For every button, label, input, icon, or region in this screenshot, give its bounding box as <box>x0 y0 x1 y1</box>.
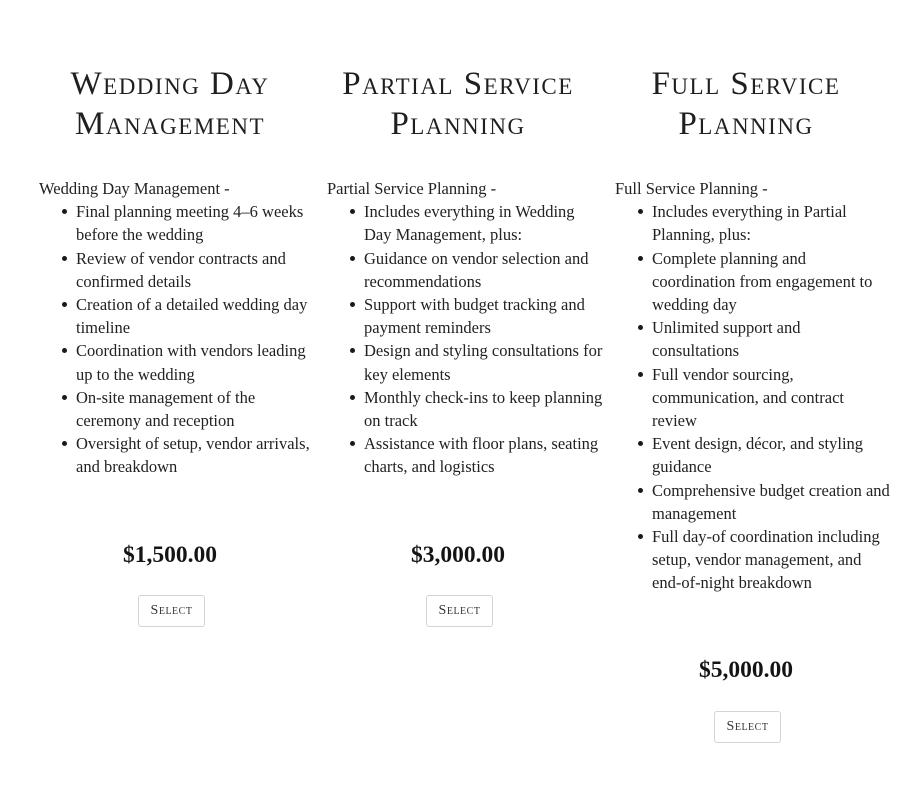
plan-price: $5,000.00 <box>699 657 793 683</box>
feature-item: Event design, décor, and styling guidance <box>652 432 891 478</box>
feature-list <box>39 200 315 478</box>
plan-title-line-2: Management <box>75 106 265 142</box>
plan-description <box>39 177 315 479</box>
feature-item: Creation of a detailed wedding day timeline <box>76 293 315 339</box>
plan-title-line-1: Wedding Day <box>70 66 270 102</box>
feature-item: Support with budget tracking and payment reminders <box>364 293 603 339</box>
feature-item: Monthly check-ins to keep planning on track <box>364 386 603 432</box>
feature-item: Design and styling consultations for key elements <box>364 339 603 385</box>
plan-title-line-1: Partial Service <box>342 66 574 102</box>
feature-item: Includes everything in Partial Planning, plus: <box>652 200 891 246</box>
plan-title <box>601 64 891 144</box>
feature-item: Full vendor sourcing, communication, and contract review <box>652 363 891 433</box>
plan-intro: Full Service Planning - <box>615 179 768 198</box>
select-button[interactable]: Select <box>426 595 493 627</box>
plan-title <box>25 64 315 144</box>
feature-item: Unlimited support and consultations <box>652 316 891 362</box>
feature-item: Full day-of coordination including setup, vendor management, and end-of-night breakdown <box>652 525 891 595</box>
plan-title-line-1: Full Service <box>651 66 841 102</box>
feature-item: Comprehensive budget creation and management <box>652 479 891 525</box>
plan-title-line-2: Planning <box>390 106 526 142</box>
plan-description <box>327 177 603 479</box>
feature-list <box>327 200 603 478</box>
plan-description <box>615 177 891 595</box>
feature-list <box>615 200 891 594</box>
select-button[interactable]: Select <box>714 711 781 743</box>
plan-price: $3,000.00 <box>411 542 505 568</box>
feature-item: Coordination with vendors leading up to the wedding <box>76 339 315 385</box>
plan-title-line-2: Planning <box>678 106 814 142</box>
plan-title <box>313 64 603 144</box>
plan-intro: Wedding Day Management - <box>39 179 230 198</box>
feature-item: Final planning meeting 4–6 weeks before the wedding <box>76 200 315 246</box>
feature-item: Includes everything in Wedding Day Management, plus: <box>364 200 603 246</box>
feature-item: Guidance on vendor selection and recommendations <box>364 247 603 293</box>
feature-item: Complete planning and coordination from engagement to wedding day <box>652 247 891 317</box>
feature-item: Oversight of setup, vendor arrivals, and breakdown <box>76 432 315 478</box>
plan-intro: Partial Service Planning - <box>327 179 497 198</box>
feature-item: Review of vendor contracts and confirmed details <box>76 247 315 293</box>
plan-price: $1,500.00 <box>123 542 217 568</box>
feature-item: Assistance with floor plans, seating charts, and logistics <box>364 432 603 478</box>
feature-item: On-site management of the ceremony and reception <box>76 386 315 432</box>
select-button[interactable]: Select <box>138 595 205 627</box>
